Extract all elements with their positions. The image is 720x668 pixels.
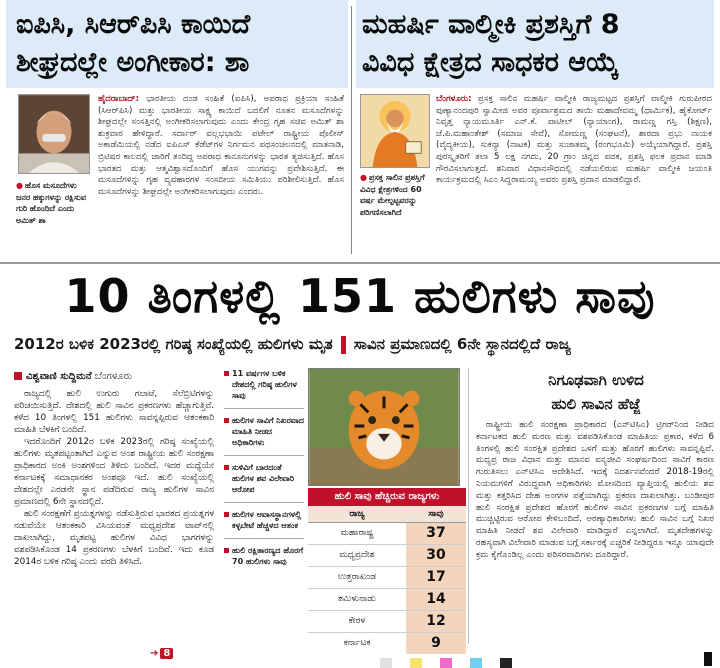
headline-right-line2: ವಿವಿಧ ಕ್ಷೇತ್ರದ ಸಾಧಕರ ಆಯ್ಕೆ — [362, 47, 619, 78]
sidebar-paragraph: ರಾಷ್ಟ್ರೀಯ ಹುಲಿ ಸಂರಕ್ಷಣಾ ಪ್ರಾಧಿಕಾರದ (ಎನ್‌ಟಿಸಿಎ) ಟ್ರಿಗರ್‌ನಿಂದ ನೀಡಿದ ಕರ್ನಾಟಕದ ಹುಲಿ ಮರಣ ಮತ್ತು ವಶಪಡಿಸಿಕೊಂಡ ಮಾಹಿತಿಯ ಪ್ರಕಾರ, ಕಳೆದ 6 ತಿಂಗಳಲ್ಲಿ ಹುಲಿ ಸಂರಕ್ಷಿತ ಪ್ರದೇಶದ ಒಳಗೆ ಮತ್ತು ಹೊರಗೆ ಹುಲಿಗಳು ಸಾವನ್ನಪ್ಪಿವೆ. ಮಧ್ಯಪ್ರ ರಾಜ ವಿಧಾನ ಮತ್ತು ಮಾನವ ವನ್ಯಜೀವಿ ಸಂಘರ್ಷದಿಂದ ಸಾವಿಗೆ ಕಾರಣ ಗುರುತಿಸಲು ಎನ್‌ಟಿಸಿಎ ಆದೇಶಿಸಿದೆ. ಇದಕ್ಕೆ ನಿದರ್ಶನವೆಂದರೆ 2018-19ರಲ್ಲಿ ನಿಯಮಗಳಿಗೆ ವಿರುದ್ಧವಾಗಿ ಅಧಿಕಾರಿಗಳು ಮೋಸದಿಂದ ವ್ಯಾಪ್ತಿಯಲ್ಲಿ ಹುಲಿಯ ಶವ ಮತ್ತು ಕತ್ತರಿಸಿದ ದೇಹ ಅಂಗಗಳ ಪತ್ತೆಯಾಗಿದ್ದು ಪ್ರಕರಣ ದಾಖಲಾಗಿತ್ತು. ಬಂಡೀಪುರ ಹುಲಿ ಸಂರಕ್ಷಿತ ಪ್ರದೇಶದ ಹೊರಗೆ ಹುಲಿಗಳ ಸಾವಿನ ಪ್ರಕರಣಗಳ ಬಗ್ಗೆ ಮಾಹಿತಿ ಮುಚ್ಚಿಟ್ಟಿರುವ ಆರೋಪ ಕೇಳಿಬಂದಿದೆ. ಅರಣ್ಯಾಧಿಕಾರಿಗಳು ಹುಲಿ ಸಾವಿನ ಬಗ್ಗೆ ನಿಖರ ಮಾಹಿತಿ ನೀಡದೆ ಶವ ವಿಲೇವಾರಿ ಮಾಡಿದ್ದಾರೆ ಎನ್ನಲಾಗಿದೆ. ಮೃತದೇಹಗಳನ್ನು ರಹಸ್ಯವಾಗಿ ವಿಲೇವಾರಿ ಮಾಡುವ ಬಗ್ಗೆ ಸರ್ಕಾರಕ್ಕೆ ಎಚ್ಚರಿಕೆ ನೀಡಿದ್ದರೂ ಇನ್ನೂ ಯಾವುದೇ ಕ್ರಮ ಕೈಗೊಂಡಿಲ್ಲ ಎಂದು ಪರಿಸರವಾದಿಗಳು ದೂರಿದ್ದಾರೆ. — [476, 420, 714, 560]
bullet-item: ಹುಲಿಗಳ ಸಾವಿಗೆ ನಿಖರವಾದ ಮಾಹಿತಿ ನೀಡದ ಅಧಿಕಾರಿಗಳು — [224, 415, 304, 448]
color-swatch — [380, 658, 392, 668]
photo-caption-left: ● ಹೊಸ ಮಸೂದೆಗಳು ಜನರ ಹಕ್ಕುಗಳನ್ನು ರಕ್ಷಿಸುವ ಗುರಿ ಹೊಂದಿದೆ ಎಂದು ಅಮಿತ್ ಶಾ — [16, 181, 86, 225]
byline — [14, 370, 132, 384]
print-registration-mark — [704, 652, 712, 666]
story-body-left — [98, 94, 344, 254]
continued-page: 8 — [160, 648, 173, 659]
arrow-right-icon: ➔ — [150, 648, 159, 659]
main-paragraph-2: ಇದರೊಂದಿಗೆ 2012ರ ಬಳಿಕ 2023ರಲ್ಲಿ ಗರಿಷ್ಠ ಸಂಖ್ಯೆಯಲ್ಲಿ ಹುಲಿಗಳು ಮೃತಪಟ್ಟಂತಾಗಿದೆ ಎನ್ನುವ ಅಂಶ ರಾಷ್ಟ್ರೀಯ ಹುಲಿ ಸಂರಕ್ಷಣಾ ಪ್ರಾಧಿಕಾರದ ಅಂಕಿ ಅಂಶಗಳಿಂದ ತಿಳಿದು ಬಂದಿದೆ. ಇದರ ಮಧ್ಯೆಯೇ ಕರ್ನಾಟಕಕ್ಕೆ ಸಮಾಧಾನಕರ ಅಂಶವೂ ಇದೆ. ಹುಲಿ ಸಂಖ್ಯೆಯಲ್ಲಿ ದೇಶದಲ್ಲೇ ಎರಡನೇ ಸ್ಥಾನ ಪಡೆದಿರುವ ರಾಜ್ಯ ಹುಲಿಗಳ ಸಾವಿನ ಪ್ರಮಾಣದಲ್ಲಿ 6ನೇ ಸ್ಥಾನದಲ್ಲಿದೆ. — [14, 437, 214, 507]
table-cell-state: ಕರ್ನಾಟಕ — [343, 638, 371, 648]
tiger-icon — [309, 369, 459, 485]
sidebar-headline-line1: ನಿಗೂಢವಾಗಿ ಉಳಿದ — [548, 371, 644, 389]
bullet-divider — [224, 455, 304, 456]
photo-caption-left-text: ಹೊಸ ಮಸೂದೆಗಳು ಜನರ ಹಕ್ಕುಗಳನ್ನು ರಕ್ಷಿಸುವ ಗುರಿ ಹೊಂದಿದೆ ಎಂದು ಅಮಿತ್ ಶಾ — [16, 181, 86, 225]
table-cell-deaths: 30 — [406, 545, 466, 567]
dateline-right: ಬೆಂಗಳೂರು: — [436, 94, 472, 104]
story-body-right — [436, 94, 712, 254]
table-row — [308, 633, 466, 655]
table-row — [308, 611, 466, 633]
table-row — [308, 567, 466, 589]
byline-place: ಬೆಂಗಳೂರು — [94, 371, 133, 382]
table-cell-deaths: 9 — [406, 633, 466, 655]
headline-left-line2: ಶೀಘ್ರದಲ್ಲೇ ಅಂಗೀಕಾರ: ಶಾ — [16, 47, 250, 78]
sidebar-headline-line2: ಹುಲಿ ಸಾವಿನ ಹೆಜ್ಜೆ — [551, 395, 641, 413]
story-ipc-crpc — [6, 0, 348, 258]
sage-illustration-icon — [361, 95, 429, 167]
table-header-row — [308, 506, 466, 523]
table-header-state: ರಾಜ್ಯ — [308, 506, 406, 523]
color-swatch — [500, 658, 512, 668]
table-cell-state: ಉತ್ತರಾಖಂಡ — [308, 567, 406, 589]
sidebar-divider — [468, 368, 469, 644]
main-paragraph-1: ರಾಜ್ಯದಲ್ಲಿ ಹುಲಿ ಉಗುರು ಗಲಾಟೆ, ಸೆಲೆಬ್ರಿಟಿಗಳನ್ನು ಪರಿಚಯಿಸುತ್ತಿದೆ. ದೇಶದಲ್ಲಿ ಹುಲಿ ಸಾವಿನ ಪ್ರಕರಣಗಳು ಹೆಚ್ಚಾಗುತ್ತಿವೆ. ಕಳೆದ 10 ತಿಂಗಳಲ್ಲಿ 151 ಹುಲಿಗಳು ಸಾವನ್ನಪ್ಪಿರುವ ಆತಂಕಕಾರಿ ಮಾಹಿತಿ ಬೆಳಕಿಗೆ ಬಂದಿದೆ. — [14, 389, 214, 435]
main-headline: 10 ತಿಂಗಳಲ್ಲಿ 151 ಹುಲಿಗಳು ಸಾವು — [64, 269, 656, 323]
byline-marker-icon — [14, 372, 22, 380]
table-cell-state: ಮಧ್ಯಪ್ರದೇಶ — [308, 545, 406, 567]
table-cell-deaths: 37 — [406, 523, 466, 545]
sub-headline — [14, 330, 714, 358]
main-paragraph-3: ಹುಲಿ ಸಂರಕ್ಷಣೆಗೆ ಪ್ರಯತ್ನಗಳನ್ನು ನಡೆಸುತ್ತಿರುವ ಭಾರತದ ಪ್ರಯತ್ನಗಳ ನಡುವೆಯೇ ಆತಂಕಕಾರಿ ವಿಸಿಯವಂತೆ ಮಧ್ಯಪ್ರದೇಶ ಟಾಪ್‌ನಲ್ಲಿ ದಾಖಲಾಗಿದ್ದು, ಮೃತಪಟ್ಟ ಹುಲಿಗಳ ವಿವಿಧ ಭಾಗಗಳನ್ನು ವಶಪಡಿಸಿಕೊಂಡ 14 ಪ್ರಕರಣಗಳು ಬೆಳಕಿಗೆ ಬಂದಿವೆ. ಇದು ಕೂಡ 2014ರ ಬಳಿಕ ಗರಿಷ್ಠ ಎಂದು ವರದಿ ತಿಳಿಸಿದೆ. — [14, 509, 214, 567]
table-row — [308, 523, 466, 545]
column-divider — [351, 6, 352, 254]
bullet-item: 11 ವರ್ಷಗಳ ಬಳಿಕ ದೇಶದಲ್ಲಿ ಗರಿಷ್ಠ ಹುಲಿಗಳ ಸಾವು — [224, 368, 304, 401]
print-color-bar — [380, 658, 512, 668]
section-divider — [0, 262, 720, 264]
byline-name: ವಿಶ್ವವಾಣಿ ಸುದ್ದಿಮನೆ — [26, 371, 92, 382]
story-text-right: ಪ್ರಸಕ್ತ ಸಾಲಿನ ಮಹರ್ಷಿ ವಾಲ್ಮೀಕಿ ರಾಜ್ಯಮಟ್ಟದ ಪ್ರಶಸ್ತಿಗೆ ವಾಲ್ಮೀಕಿ ಗುರುಪೀಠದ ಪುಣ್ಯಾನಂದಪುರಿ ಸ್ವಾಮೀಜಿ ಅವರ ಪೂರ್ವಾಶ್ರಮದ ತಾಯಿ ಮಹಾದೇವಮ್ಮ (ಧಾರ್ಮಿಕ), ಹೈಕೋರ್ಟ್ ನಿವೃತ್ತ ನ್ಯಾಯಮೂರ್ತಿ ಎನ್.ಕೆ. ಪಾಟೀಲ್ (ನ್ಯಾಯಾಂಗ), ರಾಮಣ್ಣ ಗಸ್ತಿ (ಶಿಕ್ಷಣ), ಜೆ.ಪಿ.ಮಹಾಂತೇಶ್ (ಸಮಾಜ ಸೇವೆ), ಸೋಮಣ್ಣ (ಸಂಘಟನೆ), ಶಾರದಾ ಪ್ರಭು ನಾಯಕ (ವೈದ್ಯಕೀಯ), ಸುಕನ್ಯಾ (ನಾಟಕ) ಮತ್ತು ಸುಜಾತಮ್ಮ (ರಂಗಭೂಮಿ) ಅಯ್ಕೆಯಾಗಿದ್ದಾರೆ. ಪ್ರಶಸ್ತಿ ಪುರಸ್ಕೃತರಿಗೆ ತಲಾ 5 ಲಕ್ಷ ನಗದು, 20 ಗ್ರಾಂ ಚಿನ್ನದ ಪದಕ, ಪ್ರಶಸ್ತಿ ಫಲಕ ಪ್ರದಾನ ಮಾಡಿ ಗೌರವಿಸಲಾಗುತ್ತದೆ. ಶನಿವಾರ ವಿಧಾನಸೌಧದಲ್ಲಿ ನಡೆಯಲಿರುವ ಮಹರ್ಷಿ ವಾಲ್ಮೀಕಿ ಜಯಂತಿ ಕಾರ್ಯಕ್ರಮದಲ್ಲಿ ಸಿಎಂ ಸಿದ್ದರಾಮಯ್ಯ ಅವರು ಪ್ರಶಸ್ತಿ ಪ್ರದಾನ ಮಾಡಲಿದ್ದಾರೆ. — [436, 94, 712, 186]
color-swatch — [470, 658, 482, 668]
headline-box-left — [6, 0, 348, 88]
photo-caption-right: ● ಪ್ರಸಕ್ತ ಸಾಲಿನ ಪ್ರಶಸ್ತಿಗೆ ವಿವಿಧ ಕ್ಷೇತ್ರಗಳಿಂದ 60 ವರ್ಷ ಮೇಲ್ಪಟ್ಟವರನ್ನು ಪರಿಗಣಿಸಲಾಗಿದೆ — [360, 173, 425, 217]
sidebar-body — [476, 420, 714, 642]
bullet-divider — [224, 408, 304, 409]
story-text-left: ಭಾರತೀಯ ದಂಡ ಸಂಹಿತೆ (ಐಪಿಸಿ), ಅಪರಾಧ ಪ್ರಕ್ರಿಯಾ ಸಂಹಿತೆ (ಸಿಆರ್‌ಪಿಸಿ) ಮತ್ತು ಭಾರತೀಯ ಸಾಕ್ಷ್ಯ ಕಾಯಿದೆ ಬದಲಿಗೆ ನೂತನ ಮಸೂದೆಗಳನ್ನು ಶೀಘ್ರದಲ್ಲೇ ಸಂಸತ್ತಿನಲ್ಲಿ ಅಂಗೀಕರಿಸಲಾಗುವುದು ಎಂದು ಕೇಂದ್ರ ಗೃಹ ಸಚಿವ ಅಮಿತ್ ಶಾ ಶುಕ್ರವಾರ ಹೇಳಿದ್ದಾರೆ. ಸರ್ದಾರ್ ವಲ್ಲಭಭಾಯಿ ಪಟೇಲ್ ರಾಷ್ಟ್ರೀಯ ಪೊಲೀಸ್ ಅಕಾಡೆಮಿಯಲ್ಲಿ ನಡೆದ ಐಪಿಎಸ್ ಕೆಡೆಟ್‌ಗಳ ನಿರ್ಗಮನ ಪಥಸಂಚಲನದಲ್ಲಿ ಮಾತನಾಡಿ, ಬ್ರಿಟಿಷರ ಕಾಲದಲ್ಲಿ ಜಾರಿಗೆ ತಂದಿದ್ದ ಅಪರಾಧ ಕಾನೂನುಗಳನ್ನು ಭಾರತ ತ್ಯಜಿಸುತ್ತಿದೆ. ಹೊಸ ಭಾರತದ ಮತ್ತು ಆತ್ಮವಿಶ್ವಾಸದೊಂದಿಗೆ ಹೊಸ ಯುಗವನ್ನು ಪ್ರವೇಶಿಸುತ್ತಿದೆ. ಈ ಮಸೂದೆಗಳನ್ನು ಗೃಹ ವ್ಯವಹಾರಗಳ ಸಂಸದೀಯ ಸಮಿತಿಯು ಪರಿಶೀಲಿಸುತ್ತಿದೆ. ಹೊಸ ಮಸೂದೆಗಳನ್ನು ಶೀಘ್ರದಲ್ಲೇ ಅಂಗೀಕರಿಸಲಾಗುವುದು ಎಂದರು. — [98, 94, 344, 197]
headline-box-right — [356, 0, 714, 88]
sub-headline-right: ಸಾವಿನ ಪ್ರಮಾಣದಲ್ಲಿ 6ನೇ ಸ್ಥಾನದಲ್ಲಿದೆ ರಾಜ್ಯ — [353, 335, 571, 353]
photo-caption-right-text: ಪ್ರಸಕ್ತ ಸಾಲಿನ ಪ್ರಶಸ್ತಿಗೆ ವಿವಿಧ ಕ್ಷೇತ್ರಗಳಿಂದ 60 ವರ್ಷ ಮೇಲ್ಪಟ್ಟವರನ್ನು ಪರಿಗಣಿಸಲಾಗಿದೆ — [360, 173, 425, 217]
tiger-photo — [308, 368, 460, 486]
headline-right-line1: ಮಹರ್ಷಿ ವಾಲ್ಮೀಕಿ ಪ್ರಶಸ್ತಿಗೆ 8 — [362, 9, 620, 40]
bullet-item: ಹುಲಿಗಳ ಆವಾಸಸ್ಥಾನಗಳಲ್ಲಿ ಕಳ್ಳಬೇಟೆ ಹೆಚ್ಚಳದ ಆತಂಕ — [224, 509, 304, 531]
table-cell-deaths: 12 — [406, 611, 466, 633]
valmiki-photo — [360, 94, 430, 168]
bullet-divider — [224, 538, 304, 539]
table-cell-deaths: 14 — [406, 589, 466, 611]
sidebar-headline — [476, 368, 716, 416]
portrait-icon — [19, 95, 89, 173]
table-cell-state: ತಮಿಳುನಾಡು — [308, 589, 406, 611]
table-cell-deaths: 17 — [406, 567, 466, 589]
color-swatch — [410, 658, 422, 668]
top-section — [0, 0, 720, 258]
headline-left-line1: ಐಪಿಸಿ, ಸಿಆರ್‌ಪಿಸಿ ಕಾಯಿದೆ — [16, 9, 251, 40]
table-cell-state: ಕೇರಳ — [308, 611, 406, 633]
sub-headline-left: 2012ರ ಬಳಿಕ 2023ರಲ್ಲಿ ಗರಿಷ್ಠ ಸಂಖ್ಯೆಯಲ್ಲಿ ಹುಲಿಗಳು ಮೃತ — [14, 335, 333, 353]
continued-link[interactable] — [150, 648, 173, 659]
highlight-bullets — [224, 368, 304, 574]
sub-headline-separator — [341, 336, 346, 354]
tiger-deaths-table — [308, 488, 466, 654]
table-title: ಹುಲಿ ಸಾವು ಹೆಚ್ಚಿರುವ ರಾಜ್ಯಗಳು — [308, 488, 466, 506]
color-swatch — [440, 658, 452, 668]
table-row — [308, 589, 466, 611]
table-header-deaths: ಸಾವು — [406, 506, 466, 523]
main-story-body — [14, 388, 214, 642]
amit-shah-photo — [18, 94, 90, 174]
story-valmiki-award — [356, 0, 714, 258]
table-row — [308, 545, 466, 567]
bullet-item: ಸುಳಿವಿಗೆ ಬಾರದಂತೆ ಹುಲಿಗಳ ಶವ ವಿಲೇವಾರಿ ಆರೋಪ — [224, 462, 304, 495]
table-cell-state: ಮಹಾರಾಷ್ಟ್ರ — [308, 523, 406, 545]
deaths-table — [308, 506, 466, 654]
bullet-item: ಹುಲಿ ರಕ್ಷಿತಾರಣ್ಯದ ಹೊರಗೆ 70 ಹುಲಿಗಳು ಸಾವು — [224, 545, 304, 567]
bullet-divider — [224, 502, 304, 503]
dateline-left: ಹೈದರಾಬಾದ್: — [98, 94, 139, 104]
